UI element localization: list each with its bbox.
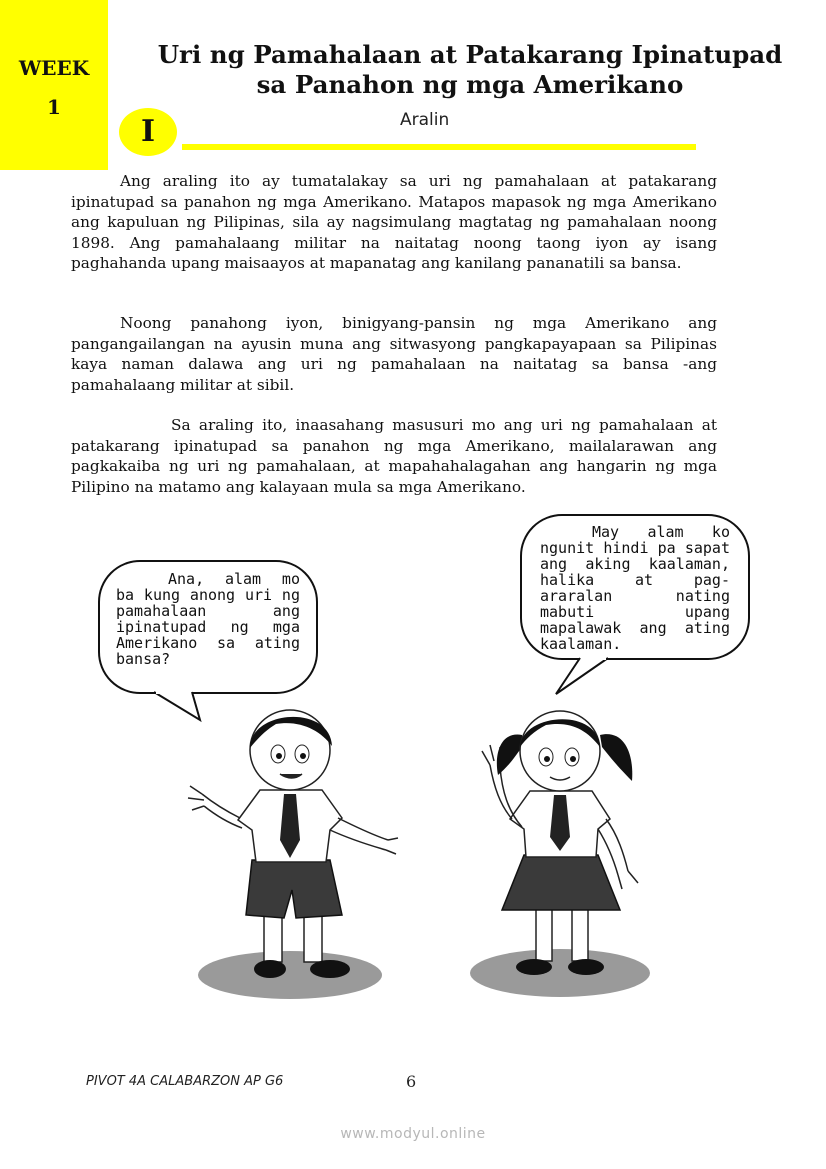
phase-label: Aralin [400, 110, 450, 130]
paragraph-objectives: Sa araling ito, inaasahang masusuri mo ang uri ng pamahalaan at patakarang ipinatupad sa panahon ng mga Amerikano, mailalarawan ang pagkakaiba ng uri ng pamahalaan, at mapahahalagahan ang hangarin ng mga Pilipino na matamo ang kalayaan mula sa mga Amerikano. [71, 416, 717, 496]
speech-bubble-girl-tail [550, 656, 620, 698]
boy-illustration [180, 690, 400, 1010]
page-number: 6 [406, 1072, 417, 1091]
phase-divider [182, 144, 696, 150]
girl-illustration [450, 695, 670, 1010]
week-tag [0, 0, 108, 170]
speech-bubble-girl: May alam ko ngunit hindi pa sapat ang aking kaalaman, halika at pag-araralan nating mabuti upang mapalawak ang ating kaalaman. [520, 514, 750, 660]
paragraph-intro: Ang araling ito ay tumatalakay sa uri ng pamahalaan at patakarang ipinatupad sa panahon ng mga Amerikano. Matapos mapasok ng mga Amerikano ang kapuluan ng Pilipinas, sila ay nagsimulang magtatag ng pamahalaan noong 1898. Ang pamahalaang militar na naitatag noong taong iyon ay isang paghahanda upang maisaayos at mapanatag ang kanilang pananatili sa bansa. [71, 172, 717, 272]
paragraph-context: Noong panahong iyon, binigyang-pansin ng mga Amerikano ang pangangailangan na ayusin muna ang sitwasyong pangkapayapaan sa Pilipinas kaya naman dalawa ang uri ng pamahalaan na naitatag sa bansa -ang pamahalaang militar at sibil. [71, 314, 717, 394]
speech-bubble-boy: Ana, alam mo ba kung anong uri ng pamahalaan ang ipinatupad ng mga Amerikano sa ating bansa? [98, 560, 318, 694]
page-title [120, 40, 820, 100]
title-line-1: Uri ng Pamahalaan at Patakarang Ipinatupad [157, 40, 783, 69]
week-label: WEEK [18, 56, 90, 80]
week-number: 1 [47, 95, 61, 119]
phase-badge: I [119, 108, 177, 156]
site-watermark: www.modyul.online [340, 1126, 486, 1142]
footer-series: PIVOT 4A CALABARZON AP G6 [86, 1074, 284, 1089]
title-line-2: sa Panahon ng mga Amerikano [256, 70, 684, 99]
